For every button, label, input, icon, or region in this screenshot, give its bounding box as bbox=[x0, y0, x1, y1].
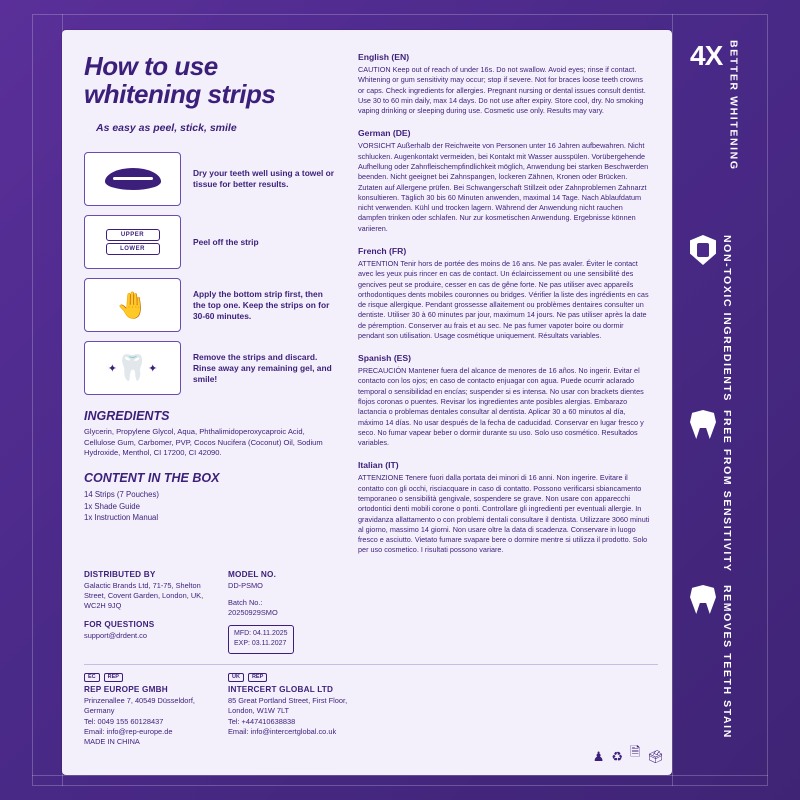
ec-rep-tel: Tel: 0049 155 60128437 bbox=[84, 716, 164, 726]
lips-icon bbox=[105, 168, 161, 190]
distributor-block bbox=[84, 570, 212, 654]
step-item bbox=[84, 278, 336, 332]
text-4x: 4X bbox=[690, 40, 723, 71]
strip-upper-label: UPPER bbox=[106, 229, 160, 241]
ec-rep-address: Prinzenallee 7, 40549 Düsseldorf, Germany bbox=[84, 696, 195, 716]
list-item: 1x Shade Guide bbox=[84, 501, 140, 511]
benefit-badges-rail bbox=[690, 40, 776, 760]
distributor-label: DISTRIBUTED BY bbox=[84, 570, 156, 579]
dentist-icon: ♟ bbox=[592, 749, 605, 764]
uk-rep-address: 85 Great Portland Street, First Floor, London, W1W 7LT bbox=[228, 696, 348, 716]
language-block-de bbox=[358, 128, 650, 234]
distributor-value: Galactic Brands Ltd, 71-75, Shelton Street, Covent Garden, London, UK, WC2H 9JQ bbox=[84, 581, 204, 611]
uk-rep-name: INTERCERT GLOBAL LTD bbox=[228, 685, 334, 695]
instruction-card bbox=[62, 30, 672, 775]
badge-label: BETTER WHITENING bbox=[727, 40, 740, 171]
batch-value: 20250929SMO bbox=[228, 608, 278, 618]
language-heading: French (FR) bbox=[358, 245, 407, 256]
sparkle-icon: ✦ bbox=[148, 362, 158, 375]
step-item bbox=[84, 152, 336, 206]
strip-upper-lower-icon bbox=[106, 228, 160, 257]
badge-removes-teeth-stain bbox=[690, 585, 776, 739]
language-body: VORSICHT Außerhalb der Reichweite von Personen unter 16 Jahren aufbewahren. Nicht schlucken. Augenkontakt vermeiden, bei Kontakt mit Wasser ausspülen. Vorübergehende Aufhellung oder Zahnfleischempfindlichkeit möglich, Anwendung bei starken Beschwerden beenden. Nicht geeignet bei Zahnspangen, lockeren Zähnen, Kronen oder Brücken. Zutaten auf Allergene prüfen. Bei Schwangerschaft Stillzeit oder Zahnproblemen Zahnarzt konsultieren. Täglich 30 bis 60 Minuten anwenden, maximal 14 Tage. Nach Ablaufdatum nicht verwenden. Kühl und trocken lagern. Während der Anwendung nicht rauchen dampfen trinken oder schlafen. Nur zur kosmetischen Anwendung. Ergebnisse können variieren. bbox=[358, 141, 649, 233]
compliance-symbols bbox=[593, 743, 664, 765]
step-item bbox=[84, 215, 336, 269]
batch-label: Batch No.: bbox=[228, 598, 263, 608]
uk-rep-block bbox=[228, 673, 356, 748]
language-body: PRECAUCIÓN Mantener fuera del alcance de menores de 16 años. No ingerir. Evitar el contacto con los ojos; en caso de contacto enjuagar con agua. Puede ocurrir aclarado temporal o sensibilidad en encías; suspender si es intensa. No usar con brackets dientes flojos coronas o puentes. Revisar los ingredientes ante posibles alergias. Embarazo lactancia o problemas dentales consultar al dentista. Aplicar 30 a 60 minutos al día, máximo 14 días. No usar después de la fecha de caducidad. Conservar en lugar fresco y seco. No fumar vapear beber o dormir durante su uso. Solo uso cosmético. Resultados variables. bbox=[358, 366, 644, 448]
box-contents-heading: CONTENT IN THE BOX bbox=[84, 471, 220, 486]
steps-list bbox=[84, 152, 336, 395]
manual-icon: 🗎 bbox=[630, 744, 641, 759]
title-line-1: How to use bbox=[84, 51, 218, 81]
box-contents-section bbox=[84, 471, 336, 524]
strip-lower-label: LOWER bbox=[106, 243, 160, 255]
recycle-icon: ♻ bbox=[611, 749, 624, 764]
uk-tag: UK bbox=[228, 673, 244, 683]
step-illustration-2 bbox=[84, 215, 181, 269]
uk-rep-tags bbox=[228, 673, 356, 683]
language-block-fr bbox=[358, 246, 650, 341]
language-body: ATTENZIONE Tenere fuori dalla portata dei minori di 16 anni. Non ingerire. Evitare il contatto con gli occhi, risciacquare in caso di contatto. Possono verificarsi sbiancamento temporaneo o sensibilità gengivale, sospendere se grave. Non usare con apparecchi ortodontici denti mobili corone o ponti. Controllare gli ingredienti per eventuali allergie. In gravidanza allattamento o con problemi dentali consultare il dentista. Utilizzare 3060 minuti al giorno, massimo 14 giorni. Non usare oltre la data di scadenza. Conservare in luogo fresco e asciutto. Vietato fumare svapare bere o dormire mentre si utilizza il prodotto. Solo per uso cosmetico. I risultati possono variare. bbox=[358, 473, 650, 555]
ec-rep-tags bbox=[84, 673, 212, 683]
language-heading: English (EN) bbox=[358, 52, 410, 62]
hands-applying-icon: 🤚 bbox=[116, 290, 149, 321]
language-block-it bbox=[358, 460, 650, 555]
fold-line-bottom bbox=[32, 775, 768, 776]
step-text: Dry your teeth well using a towel or tissue for better results. bbox=[193, 168, 335, 190]
model-block bbox=[228, 570, 356, 654]
title-line-2: whitening strips bbox=[84, 79, 276, 110]
step-illustration-1 bbox=[84, 152, 181, 206]
badge-4x-better-whitening bbox=[690, 40, 776, 171]
step-illustration-4 bbox=[84, 341, 181, 395]
rep-tag: REP bbox=[104, 673, 123, 683]
leaflet-icon: 🗳 bbox=[647, 749, 664, 764]
step-illustration-3 bbox=[84, 278, 181, 332]
tooth-icon bbox=[690, 410, 716, 439]
list-item: 14 Strips (7 Pouches) bbox=[84, 490, 159, 500]
badge-non-toxic-ingredients bbox=[690, 235, 776, 402]
uk-rep-email[interactable]: Email: info@intercertglobal.co.uk bbox=[228, 726, 337, 736]
language-body: CAUTION Keep out of reach of under 16s. Do not swallow. Avoid eyes; rinse if contact. Whitening or gum sensitivity may occur; stop if severe. Not for braces loose teeth crowns or caps. Check ingredients for allergies. Pregnant nursing or dental issues consult dentist. Use 30 to 60 min daily, max 14 days. Do not use after expiry. Store cool, dry. No smoking vaping drinking or sleeping during use. Cosmetic use only. Results may vary. bbox=[358, 65, 646, 116]
shield-icon bbox=[690, 235, 716, 265]
ingredients-section bbox=[84, 409, 336, 459]
language-body: ATTENTION Tenir hors de portée des moins de 16 ans. Ne pas avaler. Éviter le contact avec les yeux puis rincer en cas de contact. Un éclaircissement ou une sensibilité des gencives peut se produire, cesser en cas de gêne forte. Ne pas utiliser avec appareils orthodontiques dents mobiles couronnes ou bridges. Vérifier la liste des ingrédients en cas de risque allergique. Pendant grossesse allaitement ou problèmes dentaires consulter un dentiste. Utiliser 30 à 60 minutes par jour, maximum 14 jours. Ne pas utiliser après la date de péremption. Conserver au frais et au sec. Ne pas fumer vapoter boire ou dormir pendant son utilisation. Usage cosmétique uniquement. Résultats variables. bbox=[358, 258, 649, 340]
subtitle: As easy as peel, stick, smile bbox=[96, 122, 237, 135]
questions-label: FOR QUESTIONS bbox=[84, 619, 155, 629]
ingredients-text: Glycerin, Propylene Glycol, Aqua, Phthalimidoperoxycaproic Acid, Cellulose Gum, Carbomer, PVP, Cocos Nucifera (Coconut) Oil, Sodium Hydroxide, Menthol, CI 17200, CI 42090. bbox=[84, 427, 323, 458]
language-heading: Italian (IT) bbox=[358, 460, 399, 471]
questions-value[interactable]: support@drdent.co bbox=[84, 630, 147, 640]
rep-tag: REP bbox=[248, 673, 267, 683]
language-heading: German (DE) bbox=[358, 128, 411, 139]
step-item bbox=[84, 341, 336, 395]
step-text: Remove the strips and discard. Rinse away any remaining gel, and smile! bbox=[193, 351, 332, 384]
list-item: 1x Instruction Manual bbox=[84, 513, 159, 523]
model-value: DD-PSMO bbox=[228, 581, 263, 590]
uk-rep-tel: Tel: +447410638838 bbox=[228, 716, 296, 726]
exp-date: EXP: 03.11.2027 bbox=[234, 640, 287, 648]
date-box bbox=[228, 625, 294, 654]
mfd-date: MFD: 04.11.2025 bbox=[234, 629, 288, 637]
badge-label: FREE FROM SENSITIVITY bbox=[721, 410, 734, 573]
ec-rep-block bbox=[84, 673, 212, 748]
made-in: MADE IN CHINA bbox=[84, 737, 140, 747]
sparkle-icon: ✦ bbox=[107, 362, 117, 375]
tooth-icon bbox=[690, 585, 716, 614]
ec-tag: EC bbox=[84, 673, 100, 683]
sparkling-tooth-icon: 🦷 bbox=[116, 353, 149, 382]
badge-label: REMOVES TEETH STAIN bbox=[721, 585, 734, 739]
model-label: MODEL NO. bbox=[228, 570, 277, 579]
ec-rep-name: REP EUROPE GMBH bbox=[84, 685, 168, 695]
language-heading: Spanish (ES) bbox=[358, 353, 412, 364]
page-title bbox=[84, 52, 336, 108]
language-block-es bbox=[358, 353, 650, 448]
ingredients-heading: INGREDIENTS bbox=[84, 409, 170, 424]
fold-line-right bbox=[672, 14, 673, 786]
badge-free-from-sensitivity bbox=[690, 410, 776, 573]
step-text: Peel off the strip bbox=[193, 236, 259, 247]
ec-rep-email[interactable]: Email: info@rep-europe.de bbox=[84, 726, 173, 736]
language-block-en bbox=[358, 52, 650, 116]
badge-label: NON-TOXIC INGREDIENTS bbox=[721, 235, 734, 402]
box-contents-list bbox=[84, 489, 336, 524]
warnings-languages-column bbox=[358, 52, 656, 761]
step-text: Apply the bottom strip first, then the top one. Keep the strips on for 30-60 minutes. bbox=[193, 288, 330, 321]
